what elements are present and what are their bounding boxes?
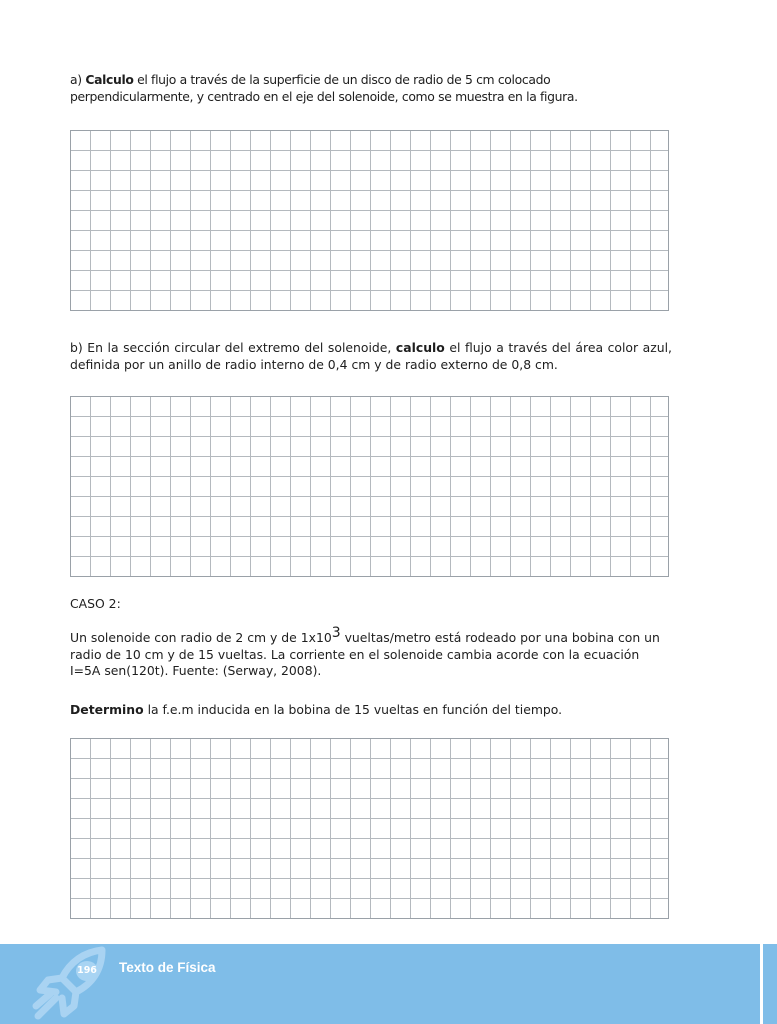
question-b-prefix: b) En la sección circular del extremo del solenoide,	[70, 340, 396, 355]
rocket-icon	[30, 946, 110, 1024]
page-number: 196	[76, 961, 98, 981]
answer-grid-a	[70, 130, 669, 311]
case-heading: CASO 2:	[70, 596, 121, 611]
footer-edge-strip	[763, 944, 777, 1024]
answer-grid-b	[70, 396, 669, 577]
footer-title: Texto de Física	[119, 960, 216, 975]
answer-grid-c	[70, 738, 669, 919]
question-a	[70, 72, 672, 105]
exponent: 3	[331, 625, 341, 641]
task-keyword: Determino	[70, 702, 144, 717]
question-b-keyword: calculo	[395, 340, 445, 355]
task-text: la f.e.m inducida en la bobina de 15 vueltas en función del tiempo.	[143, 702, 563, 717]
question-a-keyword: Calculo	[85, 72, 134, 87]
case-task	[70, 702, 672, 719]
question-a-text: el flujo a través de la superficie de un disco de radio de 5 cm colocado perpendicularmente, y centrado en el eje del solenoide, como se muestra en la figura.	[70, 72, 578, 104]
footer-bar	[0, 944, 760, 1024]
question-b	[70, 340, 672, 373]
case-problem-statement	[70, 625, 672, 680]
problem-text-start: Un solenoide con radio de 2 cm y de 1x10	[70, 630, 332, 645]
question-b-text: el flujo a través del área color azul, definida por un anillo de radio interno de 0,4 cm y de radio externo de 0,8 cm.	[70, 340, 672, 372]
problem-text-end: vueltas/metro está rodeado por una bobina con un radio de 10 cm y de 15 vueltas. La corriente en el solenoide cambia acorde con la ecuación I=5A sen(120t). Fuente: (Serway, 2008).	[70, 630, 660, 678]
question-a-prefix: a)	[70, 72, 86, 87]
